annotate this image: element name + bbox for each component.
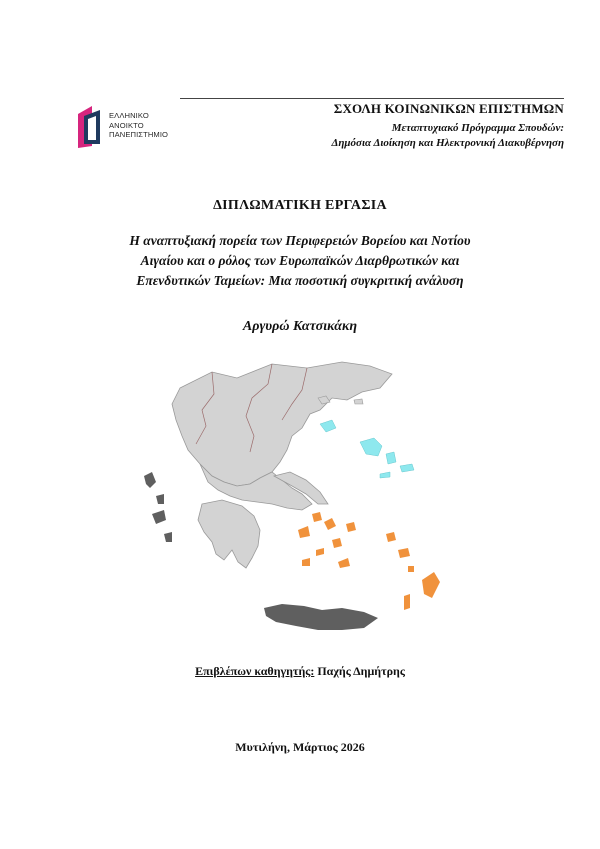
mainland-regions — [172, 362, 392, 568]
logo-line-3: ΠΑΝΕΠΙΣΤΗΜΙΟ — [109, 130, 169, 139]
south-aegean-islands — [298, 512, 440, 610]
dodecanese-island-3 — [408, 566, 414, 572]
thesis-title-line-3: Επενδυτικών Ταμείων: Μια ποσοτική συγκριτική ανάλυση — [136, 273, 464, 288]
university-logo — [78, 104, 198, 150]
thesis-title-line-1: Η αναπτυξιακή πορεία των Περιφερειών Βορείου και Νοτίου — [129, 233, 471, 248]
thesis-title-line-2: Αιγαίου και ο ρόλος των Ευρωπαϊκών Διαρθρωτικών και — [140, 253, 460, 268]
lemnos-island — [320, 420, 336, 432]
lesbos-island — [360, 438, 382, 456]
program-name: Δημόσια Διοίκηση και Ηλεκτρονική Διακυβέρνηση — [331, 137, 564, 149]
school-name: ΣΧΟΛΗ ΚΟΙΝΩΝΙΚΩΝ ΕΠΙΣΤΗΜΩΝ — [333, 101, 564, 116]
dodecanese-island-1 — [386, 532, 396, 542]
crete-island — [264, 604, 378, 630]
program-label: Μεταπτυχιακό Πρόγραμμα Σπουδών: — [391, 122, 564, 134]
cyclades-island-6 — [346, 522, 356, 532]
kefalonia-island — [152, 510, 166, 524]
logo-line-1: ΕΛΛΗΝΙΚΟ — [109, 111, 149, 120]
zakynthos-island — [164, 532, 172, 542]
cyclades-island-3 — [324, 518, 336, 530]
author-name: Αργυρώ Κατσικάκη — [242, 319, 358, 334]
cyclades-island-8 — [302, 558, 310, 566]
university-logo-icon — [78, 104, 108, 150]
cyclades-island-2 — [312, 512, 322, 522]
thesis-type: ΔΙΠΛΩΜΑΤΙΚΗ ΕΡΓΑΣΙΑ — [213, 198, 387, 213]
ionian-islands-dark — [144, 472, 172, 542]
north-aegean-islands — [320, 420, 414, 478]
supervisor-line — [0, 664, 600, 679]
logo-line-2: ΑΝΟΙΚΤΟ — [109, 120, 144, 130]
cyclades-island-4 — [332, 538, 342, 548]
place-and-date: Μυτιλήνη, Μάρτιος 2026 — [235, 740, 365, 754]
ikaria-island — [380, 472, 390, 478]
header-divider — [180, 98, 564, 99]
supervisor-label: Επιβλέπων καθηγητής: — [195, 664, 315, 678]
cyclades-island-5 — [316, 548, 324, 556]
rhodes-island — [422, 572, 440, 598]
peloponnese-region — [198, 500, 260, 568]
cyclades-island-1 — [298, 526, 310, 538]
karpathos-island — [404, 594, 410, 610]
samos-island — [400, 464, 414, 472]
supervisor-name: Παχής Δημήτρης — [317, 664, 405, 678]
samothrace-island — [354, 399, 363, 404]
northern-greece-region — [172, 362, 392, 486]
dodecanese-island-2 — [398, 548, 410, 558]
cyclades-island-7 — [338, 558, 350, 568]
chios-island — [386, 452, 396, 464]
crete-region — [264, 604, 378, 630]
corfu-island — [144, 472, 156, 488]
greece-regions-map — [142, 354, 452, 646]
lefkada-island — [156, 494, 164, 504]
university-logo-text — [109, 111, 168, 140]
